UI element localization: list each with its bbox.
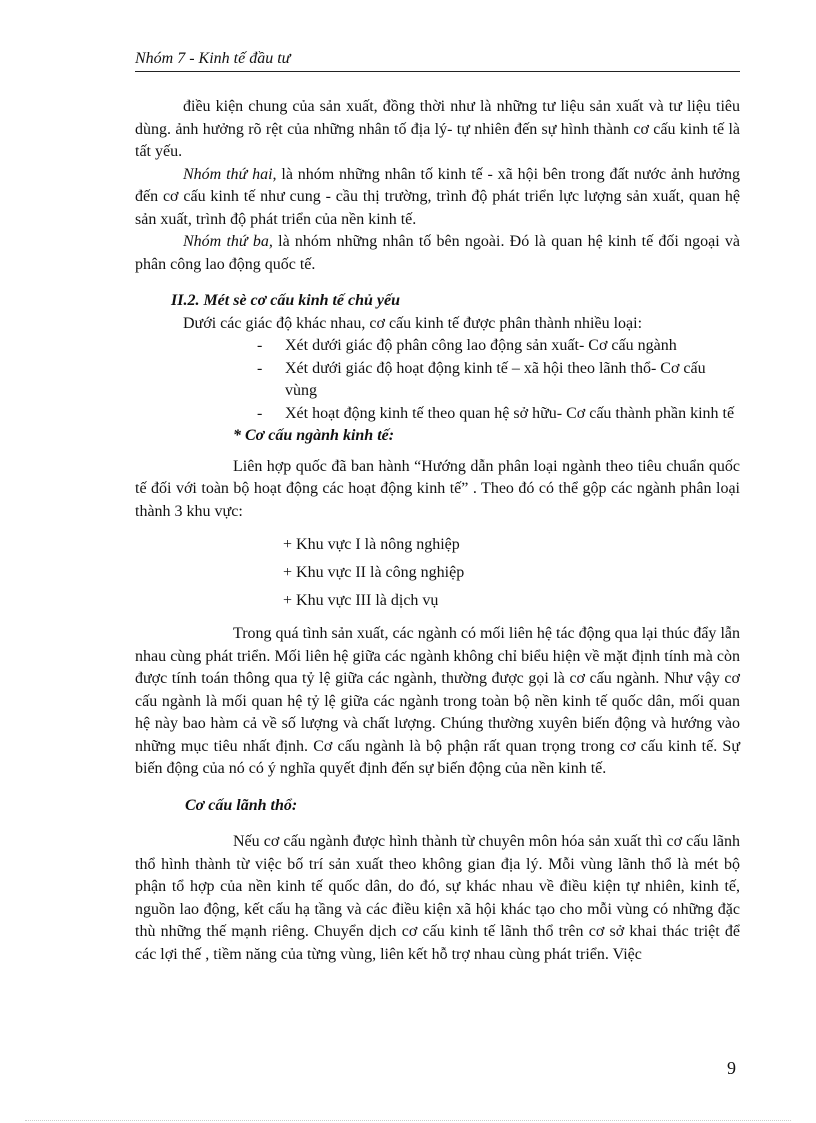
paragraph-group-two: [135, 164, 740, 232]
group-three-text: là nhóm những nhân tố bên ngoài. Đó là quan hệ kinh tế đối ngoại và phân công lao động quốc tế.: [135, 233, 741, 273]
spacer: [135, 817, 740, 831]
list-item: - Xét dưới giác độ phân công lao động sản xuất- Cơ cấu ngành: [135, 335, 740, 358]
paragraph-natural-factors: điều kiện chung của sản xuất, đồng thời như là những tư liệu sản xuất và tư liệu tiêu dùng. ảnh hưởng rõ rệt của những nhân tố địa lý- tự nhiên đến sự hình thành cơ cấu kinh tế là tất yếu.: [135, 98, 740, 160]
running-header: Nhóm 7 - Kinh tế đầu tư: [135, 50, 291, 67]
section-intro: Dưới các giác độ khác nhau, cơ cấu kinh tế được phân thành nhiều loại:: [183, 314, 643, 332]
spacer: [135, 523, 740, 531]
territory-heading: Cơ cấu lãnh thổ:: [185, 796, 298, 814]
sector-item: + Khu vực II là công nghiệp: [283, 564, 465, 581]
paragraph-group-three: [135, 231, 740, 276]
paragraph-industry-structure: Trong quá tình sản xuất, các ngành có mối liên hệ tác động qua lại thúc đẩy lẫn nhau cùng phát triển. Mối liên hệ giữa các ngành không chỉ biểu hiện về mặt định tính mà còn được tính toán thông qua tỷ lệ giữa các ngành, thường được gọi là cơ cấu ngành. Như vậy cơ cấu ngành là mối quan hệ tỷ lệ giữa các ngành trong toàn bộ nền kinh tế quốc dân, mối quan hệ này bao hàm cả về số lượng và chất lượng. Chúng thường xuyên biến động và hướng vào những mục tiêu nhất định. Cơ cấu ngành là bộ phận rất quan trọng trong cơ cấu kinh tế. Sự biến động của nó có ý nghĩa quyết định đến sự biến động của nền kinh tế.: [135, 625, 740, 777]
page-number: 9: [727, 1058, 736, 1078]
section-heading: II.2. Mét sè cơ cấu kinh tế chủ yếu: [171, 292, 401, 309]
spacer: [135, 781, 740, 795]
list-item: - Xét hoạt động kinh tế theo quan hệ sở hữu- Cơ cấu thành phần kinh tế: [135, 403, 740, 426]
dash-marker: -: [257, 404, 263, 422]
spacer: [135, 276, 740, 290]
spacer: [135, 448, 740, 456]
list-item: - Xét dưới giác độ hoạt động kinh tế – xã hội theo lãnh thổ- Cơ cấu vùng: [257, 359, 706, 399]
paragraph-territory-structure: Nếu cơ cấu ngành được hình thành từ chuyên môn hóa sản xuất thì cơ cấu lãnh thổ hình thành từ việc bố trí sản xuất theo không gian địa lý. Mỗi vùng lãnh thổ là mét bộ phận tổ hợp của nền kinh tế quốc dân, do đó, sự khác nhau về điều kiện tự nhiên, kinh tế, nguồn lao động, kết cấu hạ tầng và các điều kiện xã hội khác tạo cho mỗi vùng có những đặc thù những thế mạnh riêng. Chuyển dịch cơ cấu kinh tế lãnh thổ trên cơ sở khai thác triệt để các lợi thế , tiềm năng của từng vùng, liên kết hỗ trợ nhau cùng phát triển. Việc: [135, 833, 740, 963]
group-two-label: Nhóm thứ hai,: [183, 165, 277, 183]
group-two-text: là nhóm những nhân tố kinh tế - xã hội bên trong đất nước ảnh hưởng đến cơ cấu kinh tế như cung - cầu thị trường, trình độ phát triển lực lượng sản xuất, quan hệ sản xuất, trình độ phát triển của nền kinh tế.: [135, 165, 740, 228]
dash-marker: -: [257, 359, 263, 377]
page-body: [135, 96, 740, 966]
sector-item: + Khu vực III là dịch vụ: [283, 592, 439, 609]
sector-item: + Khu vực I là nông nghiệp: [283, 536, 460, 553]
header-rule: [135, 71, 740, 72]
group-three-label: Nhóm thứ ba,: [183, 233, 273, 250]
industry-heading: * Cơ cấu ngành kinh tế:: [233, 427, 395, 444]
dash-marker: -: [257, 337, 263, 354]
classification-list: [135, 335, 740, 425]
spacer: [135, 615, 740, 623]
paragraph-un-classification: Liên hợp quốc đã ban hành “Hướng dẫn phân loại ngành theo tiêu chuẩn quốc tế đối với toàn bộ hoạt động các hoạt động kinh tế” . Theo đó có thể gộp các ngành phân loại thành 3 khu vực:: [135, 457, 740, 520]
page-bottom-edge: [25, 1120, 791, 1121]
